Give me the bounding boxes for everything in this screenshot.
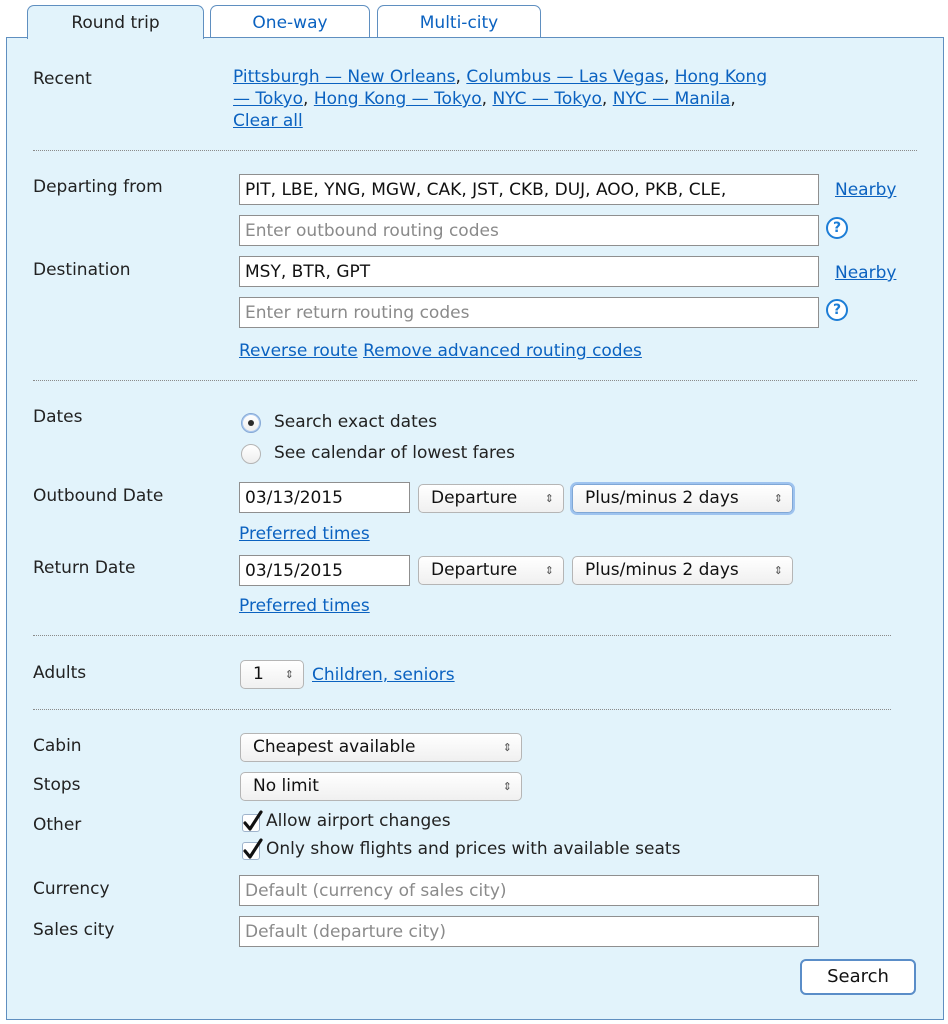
return-flex-select[interactable] [572,556,793,585]
cabin-select[interactable] [240,733,522,762]
recent-hong-kong-tokyo-2[interactable]: Hong Kong — Tokyo [313,89,482,109]
divider [33,380,917,381]
recent-label: Recent [33,69,92,89]
divider [33,150,917,151]
return-preferred-times-link[interactable]: Preferred times [239,596,370,616]
remove-advanced-routing-link[interactable]: Remove advanced routing codes [363,341,642,361]
destination-nearby-link[interactable]: Nearby [835,263,897,283]
tab-multi-city[interactable]: Multi-city [377,5,541,38]
recent-nyc-manila[interactable]: NYC — Manila [612,89,731,109]
recent-searches: Pittsburgh — New Orleans, Columbus — Las Vegas, Hong Kong — Tokyo, Hong Kong — Tokyo, NYC — Tokyo, NYC — Manila, Clear all [233,67,768,131]
reverse-route-link[interactable]: Reverse route [239,341,358,361]
outbound-routing-help-icon[interactable]: ? [826,217,848,239]
select-arrows-icon: ⇕ [544,564,554,577]
outbound-preferred-times-link[interactable]: Preferred times [239,524,370,544]
destination-input[interactable] [239,256,819,287]
outbound-time-type-value: Departure [431,488,518,508]
sales-city-input[interactable] [239,916,819,947]
destination-label: Destination [33,260,131,280]
adults-value: 1 [253,664,264,684]
currency-label: Currency [33,879,110,899]
recent-columbus-las-vegas[interactable]: Columbus — Las Vegas [466,67,664,87]
currency-input[interactable] [239,875,819,906]
return-flex-value: Plus/minus 2 days [585,560,739,580]
allow-airport-changes-checkbox[interactable] [242,814,260,832]
tab-one-way[interactable]: One-way [210,5,370,38]
divider [33,635,891,636]
recent-hong-kong-tokyo-1[interactable]: Hong Kong [674,67,768,87]
outbound-date-label: Outbound Date [33,486,164,506]
outbound-flex-select[interactable] [572,484,793,513]
departing-from-label: Departing from [33,177,163,197]
recent-nyc-tokyo[interactable]: NYC — Tokyo [492,89,602,109]
checkmark-icon [242,837,264,861]
select-arrows-icon: ⇕ [544,492,554,505]
checkmark-icon [242,809,264,833]
calendar-fares-radio[interactable] [241,444,261,464]
outbound-flex-value: Plus/minus 2 days [585,488,739,508]
departing-nearby-link[interactable]: Nearby [835,180,897,200]
adults-select[interactable] [240,660,304,689]
stops-value: No limit [253,776,319,796]
sales-city-label: Sales city [33,920,115,940]
departing-from-input[interactable] [239,174,819,205]
divider [33,709,891,710]
outbound-time-type-select[interactable] [418,484,564,513]
exact-dates-label[interactable]: Search exact dates [274,412,438,432]
select-arrows-icon: ⇕ [284,668,294,681]
routing-links [239,341,642,361]
return-routing-help-icon[interactable]: ? [826,299,848,321]
exact-dates-radio[interactable] [241,413,261,433]
recent-pittsburgh-new-orleans[interactable]: Pittsburgh — New Orleans [233,67,456,87]
allow-airport-changes-label[interactable]: Allow airport changes [266,811,451,831]
only-available-seats-checkbox[interactable] [242,842,260,860]
return-date-input[interactable] [239,555,410,586]
return-routing-input[interactable] [239,297,819,328]
dates-label: Dates [33,407,83,427]
select-arrows-icon: ⇕ [502,741,512,754]
children-seniors-link[interactable]: Children, seniors [312,665,455,685]
calendar-fares-label[interactable]: See calendar of lowest fares [274,443,515,463]
clear-all-link[interactable]: Clear all [233,111,303,131]
other-label: Other [33,815,82,835]
return-date-label: Return Date [33,558,136,578]
only-available-seats-label[interactable]: Only show flights and prices with available seats [266,839,681,859]
cabin-label: Cabin [33,736,82,756]
select-arrows-icon: ⇕ [502,780,512,793]
return-time-type-select[interactable] [418,556,564,585]
select-arrows-icon: ⇕ [773,492,783,505]
search-button[interactable]: Search [800,959,916,995]
tab-round-trip[interactable]: Round trip [27,5,204,39]
cabin-value: Cheapest available [253,737,416,757]
outbound-date-input[interactable] [239,482,410,513]
outbound-routing-input[interactable] [239,215,819,246]
stops-label: Stops [33,775,81,795]
stops-select[interactable] [240,772,522,801]
return-time-type-value: Departure [431,560,518,580]
recent-hong-kong-tokyo-1-cont[interactable]: — Tokyo [233,89,304,109]
select-arrows-icon: ⇕ [773,564,783,577]
adults-label: Adults [33,663,87,683]
